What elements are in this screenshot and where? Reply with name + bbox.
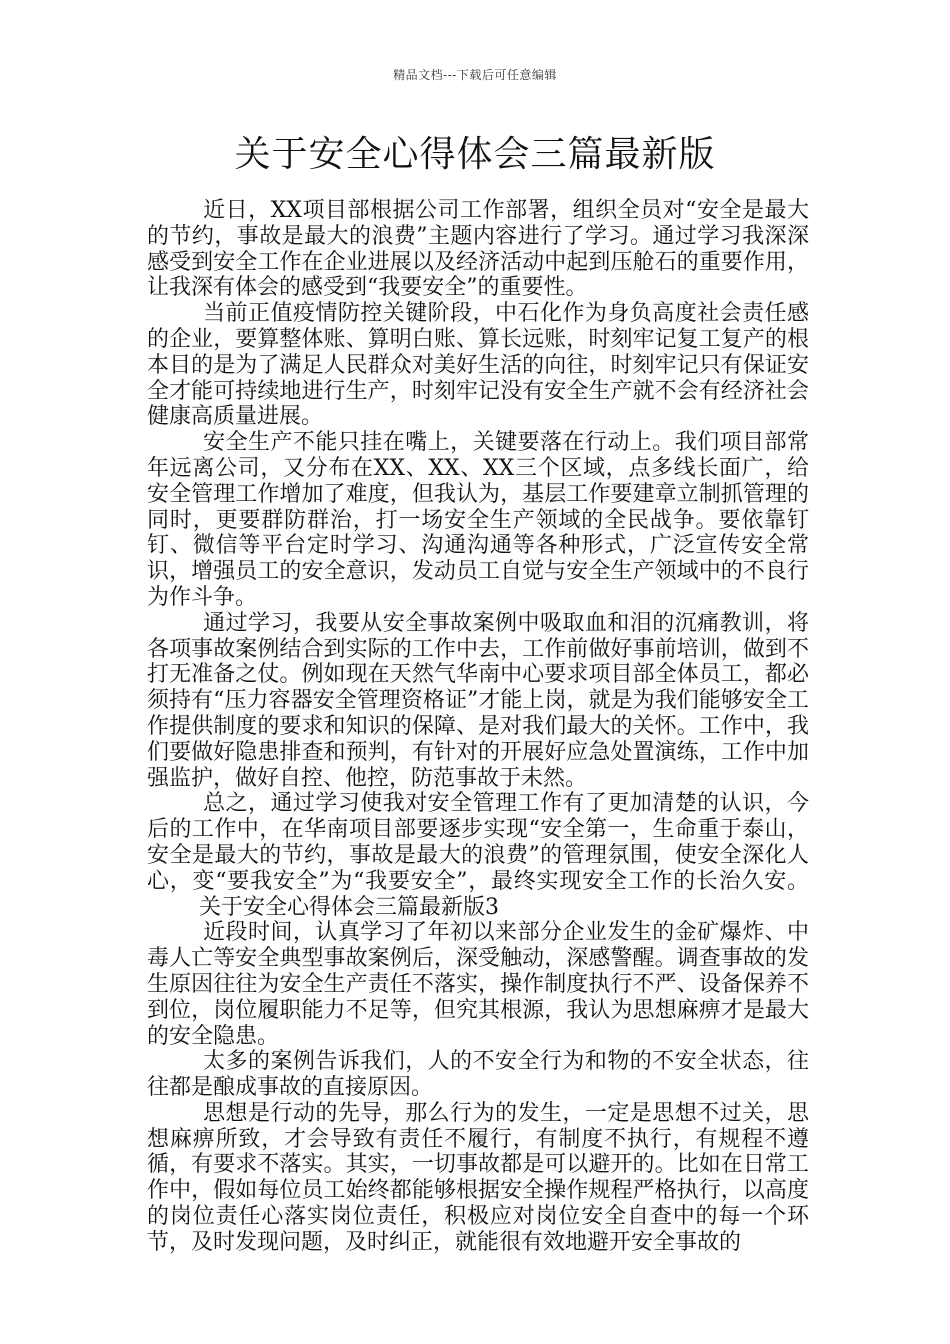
document-title: 关于安全心得体会三篇最新版 bbox=[234, 134, 716, 175]
paragraph: 当前正值疫情防控关键阶段，中石化作为身负高度社会责任感的企业，要算整体账、算明白账、算长远账，时刻牢记复工复产的根本目的是为了满足人民群众对美好生活的向往，时刻牢记只有保证安全才能可持续地进行生产，时刻牢记没有安全生产就不会有经济社会健康高质量进展。 bbox=[147, 301, 809, 430]
paragraph: 近日，XX项目部根据公司工作部署，组织全员对“安全是最大的节约，事故是最大的浪费”主题内容进行了学习。通过学习我深深感受到安全工作在企业进展以及经济活动中起到压舱石的重要作用，让我深有体会的感受到“我要安全”的重要性。 bbox=[147, 198, 809, 301]
page-header: 精品文档---下载后可任意编辑 bbox=[393, 68, 557, 82]
paragraph: 通过学习，我要从安全事故案例中吸取血和泪的沉痛教训，将各项事故案例结合到实际的工作中去，工作前做好事前培训，做到不打无准备之仗。例如现在天然气华南中心要求项目部全体员工，都必须持有“压力容器安全管理资格证”才能上岗，就是为我们能够安全工作提供制度的要求和知识的保障、是对我们最大的关怀。工作中，我们要做好隐患排查和预判，有针对的开展好应急处置演练，工作中加强监护，做好自控、他控，防范事故于未然。 bbox=[147, 610, 809, 791]
paragraph bbox=[147, 791, 809, 920]
section-heading: 关于安全心得体会三篇最新版3 bbox=[199, 894, 499, 920]
paragraph: 思想是行动的先导，那么行为的发生，一定是思想不过关，思想麻痹所致，才会导致有责任不履行，有制度不执行，有规程不遵循，有要求不落实。其实，一切事故都是可以避开的。比如在日常工作中，假如每位员工始终都能够根据安全操作规程严格执行，以高度的岗位责任心落实岗位责任，积极应对岗位安全自查中的每一个环节，及时发现问题，及时纠正，就能很有效地避开安全事故的 bbox=[147, 1100, 809, 1255]
document-body bbox=[147, 198, 809, 1256]
paragraph: 近段时间，认真学习了年初以来部分企业发生的金矿爆炸、中毒人亡等安全典型事故案例后，深受触动，深感警醒。调查事故的发生原因往往为安全生产责任不落实，操作制度执行不严、设备保养不到位，岗位履职能力不足等，但究其根源，我认为思想麻痹才是最大的安全隐患。 bbox=[147, 920, 809, 1049]
paragraph-text: 总之，通过学习使我对安全管理工作有了更加清楚的认识，今后的工作中，在华南项目部要逐步实现“安全第一，生命重于泰山，安全是最大的节约，事故是最大的浪费”的管理氛围，使安全深化人心，变“要我安全”为“我要安全”，最终实现安全工作的长治久安。 bbox=[147, 791, 809, 894]
paragraph: 安全生产不能只挂在嘴上，关键要落在行动上。我们项目部常年远离公司，又分布在XX、XX、XX三个区域，点多线长面广，给安全管理工作增加了难度，但我认为，基层工作要建章立制抓管理的同时，更要群防群治，打一场安全生产领域的全民战争。要依靠钉钉、微信等平台定时学习、沟通沟通等各种形式，广泛宣传安全常识，增强员工的安全意识，发动员工自觉与安全生产领域中的不良行为作斗争。 bbox=[147, 430, 809, 610]
paragraph: 太多的案例告诉我们，人的不安全行为和物的不安全状态，往往都是酿成事故的直接原因。 bbox=[147, 1049, 809, 1101]
